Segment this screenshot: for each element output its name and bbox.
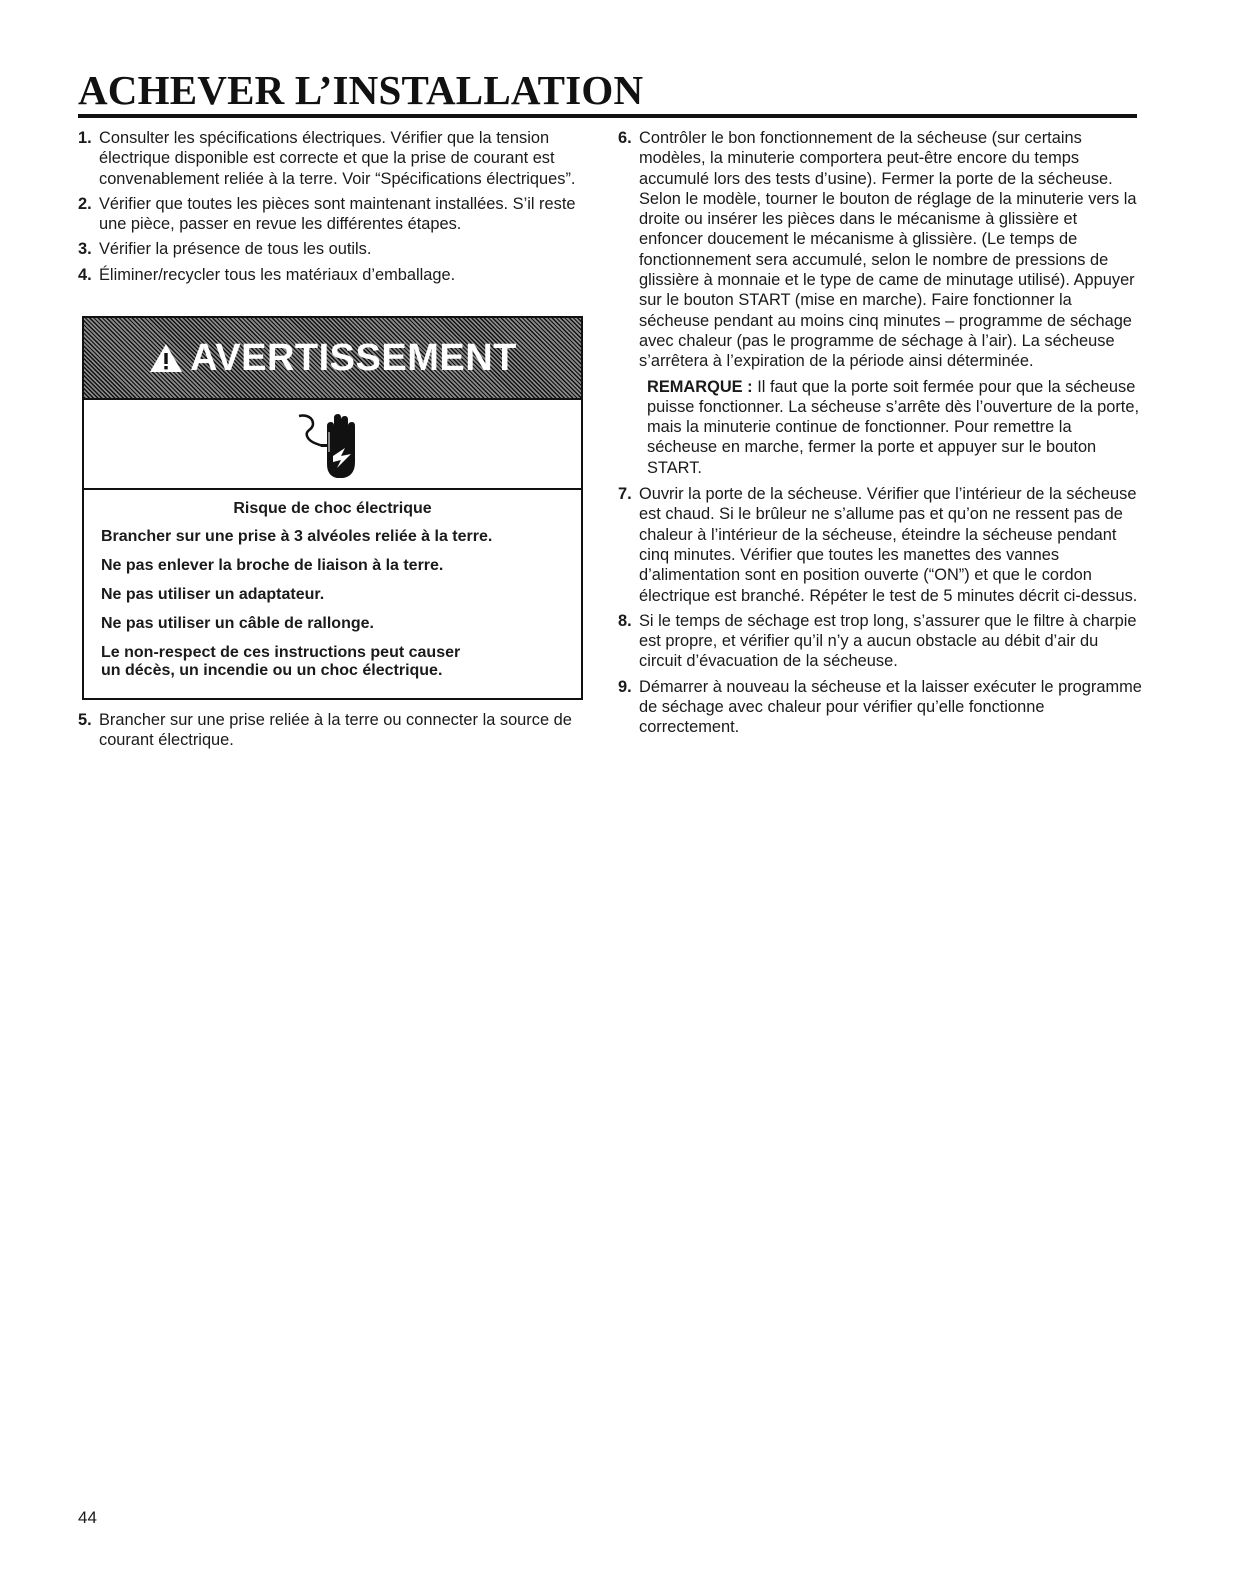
warning-line: Brancher sur une prise à 3 alvéoles reliée à la terre. [101, 528, 493, 545]
title-rule [78, 114, 1137, 118]
warning-illustration [84, 400, 581, 490]
step-text: Consulter les spécifications électriques. Vérifier que la tension électrique disponible est correcte et que la prise de courant est convenablement reliée à la terre. Voir “Spécifications électriques”. [99, 129, 576, 188]
step-8 [618, 611, 1143, 672]
step-number: 3. [78, 240, 92, 259]
step-text: Si le temps de séchage est trop long, s’assurer que le filtre à charpie est propre, et vérifier qu’il n’y a aucun obstacle au débit d’air du circuit d’évacuation de la sécheuse. [639, 611, 1137, 671]
left-column-bottom [78, 710, 583, 756]
step-number: 2. [78, 194, 92, 213]
step-9 [618, 677, 1143, 738]
warning-consequence [101, 644, 581, 680]
step-text: Vérifier la présence de tous les outils. [99, 240, 372, 259]
remark-text: Il faut que la porte soit fermée pour que la sécheuse puisse fonctionner. La sécheuse s’arrête dès l’ouverture de la porte, mais la minuterie continue de fonctionner. Pour remettre la sécheuse en marche, fermer la porte et appuyer sur le bouton START. [647, 377, 1140, 477]
step-text: Vérifier que toutes les pièces sont maintenant installées. S’il reste une pièce, passer en revue les différentes étapes. [99, 194, 576, 234]
step-2 [78, 194, 583, 235]
step-text: Ouvrir la porte de la sécheuse. Vérifier que l’intérieur de la sécheuse est chaud. Si le brûleur ne s’allume pas et qu’on ne ressent pas de chaleur à l’intérieur de la sécheuse, éteindre la sécheuse pendant cinq minutes. Vérifier que toutes les manettes des vannes d’alimentation sont en position ouverte (“ON”) et que le cordon électrique est branché. Répéter le test de 5 minutes décrit ci-dessus. [639, 485, 1138, 605]
remark-note [618, 377, 1143, 478]
remark-label: REMARQUE : [647, 377, 753, 396]
warning-line: Ne pas utiliser un adaptateur. [101, 586, 325, 603]
step-text: Brancher sur une prise reliée à la terre ou connecter la source de courant électrique. [99, 711, 572, 750]
step-5 [78, 710, 583, 751]
step-4 [78, 265, 583, 285]
step-number: 8. [618, 611, 632, 630]
step-number: 1. [78, 129, 92, 147]
warning-body [84, 490, 581, 680]
warning-banner [84, 318, 581, 400]
step-number: 7. [618, 485, 632, 504]
warning-line: Ne pas utiliser un câble de rallonge. [101, 615, 374, 632]
left-column [78, 128, 583, 290]
step-6 [618, 128, 1143, 372]
electric-shock-hand-icon [293, 404, 373, 484]
warning-box [82, 316, 583, 700]
step-7 [618, 484, 1143, 606]
warning-line: Ne pas enlever la broche de liaison à la terre. [101, 557, 444, 574]
step-text: Démarrer à nouveau la sécheuse et la laisser exécuter le programme de séchage avec chaleur pour vérifier qu’elle fonctionne correctement. [639, 677, 1142, 737]
warning-banner-label: AVERTISSEMENT [190, 336, 517, 379]
page-number: 44 [78, 1508, 97, 1527]
step-number: 9. [618, 677, 632, 696]
warning-triangle-icon [148, 342, 184, 374]
warning-consequence-line2: un décès, un incendie ou un choc électrique. [101, 662, 443, 679]
step-number: 6. [618, 129, 632, 147]
warning-consequence-line1: Le non-respect de ces instructions peut causer [101, 644, 461, 661]
right-column [618, 128, 1143, 743]
step-text: Éliminer/recycler tous les matériaux d’emballage. [99, 265, 456, 284]
step-3 [78, 239, 583, 259]
step-text: Contrôler le bon fonctionnement de la sécheuse (sur certains modèles, la minuterie comportera peut-être encore du temps accumulé lors des tests d’usine). Fermer la porte de la sécheuse. Selon le modèle, tourner le bouton de réglage de la minuterie vers la droite ou insérer les pièces dans le mécanisme à glissière et enfoncer doucement le mécanisme à glissière. (Le temps de fonctionnement sera accumulé, selon le nombre de pressions de glissière à monnaie et le type de came de minutage utilisé). Appuyer sur le bouton START (mise en marche). Faire fonctionner la sécheuse pendant au moins cinq minutes – programme de séchage avec chaleur (pas le programme de séchage à l’air). La sécheuse s’arrêtera à l’expiration de la période ainsi déterminée. [639, 129, 1137, 371]
step-1 [78, 128, 583, 189]
page-title: ACHEVER L’INSTALLATION [78, 67, 644, 113]
step-number: 5. [78, 711, 92, 729]
warning-risk: Risque de choc électrique [233, 500, 432, 517]
step-number: 4. [78, 265, 92, 284]
